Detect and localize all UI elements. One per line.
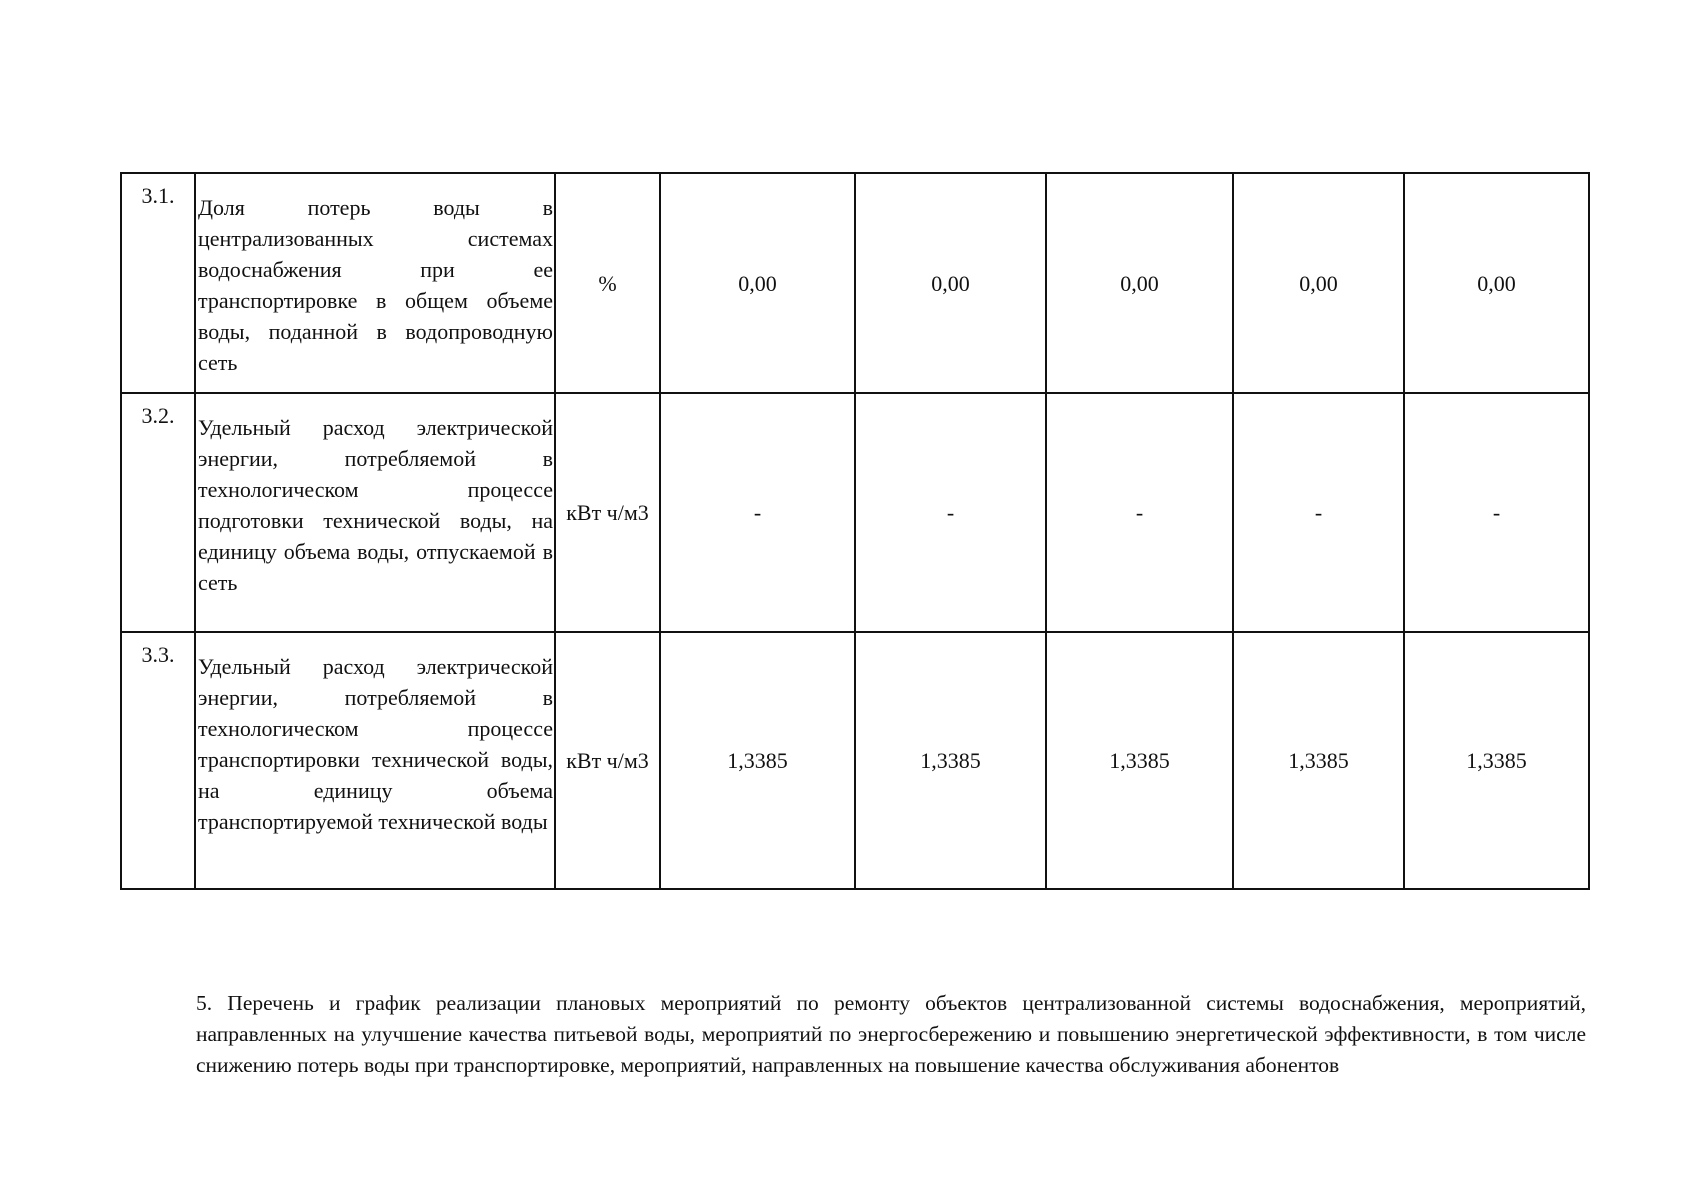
indicator-name: Доля потерь воды в централизованных системах водоснабжения при ее транспортировке в общем объеме воды, поданной в водопроводную сеть xyxy=(195,173,555,393)
table-row xyxy=(121,632,1589,889)
unit-cell: кВт ч/м3 xyxy=(555,393,660,632)
table-row xyxy=(121,393,1589,632)
value-cell: - xyxy=(1046,393,1233,632)
value-cell: 1,3385 xyxy=(1233,632,1404,889)
value-cell: 0,00 xyxy=(1046,173,1233,393)
value-cell: 0,00 xyxy=(855,173,1046,393)
row-number: 3.2. xyxy=(121,393,195,632)
table-row xyxy=(121,173,1589,393)
value-cell: 1,3385 xyxy=(1404,632,1589,889)
section-heading: 5. Перечень и график реализации плановых мероприятий по ремонту объектов централизованной системы водоснабжения, мероприятий, направленных на улучшение качества питьевой воды, мероприятий по энергосбережению и повышению энергетической эффективности, в том числе снижению потерь воды при транспортировке, мероприятий, направленных на повышение качества обслуживания абонентов xyxy=(196,991,1586,1077)
indicator-name: Удельный расход электрической энергии, потребляемой в технологическом процессе транспортировки технической воды, на единицу объема транспортируемой технической воды xyxy=(195,632,555,889)
value-cell: 1,3385 xyxy=(660,632,855,889)
value-cell: 1,3385 xyxy=(1046,632,1233,889)
value-cell: - xyxy=(1233,393,1404,632)
value-cell: - xyxy=(1404,393,1589,632)
value-cell: 0,00 xyxy=(1404,173,1589,393)
unit-cell: % xyxy=(555,173,660,393)
indicator-name: Удельный расход электрической энергии, потребляемой в технологическом процессе подготовки технической воды, на единицу объема воды, отпускаемой в сеть xyxy=(195,393,555,632)
value-cell: 0,00 xyxy=(660,173,855,393)
value-cell: - xyxy=(855,393,1046,632)
value-cell: - xyxy=(660,393,855,632)
unit-cell: кВт ч/м3 xyxy=(555,632,660,889)
indicators-table xyxy=(120,172,1590,890)
row-number: 3.1. xyxy=(121,173,195,393)
row-number: 3.3. xyxy=(121,632,195,889)
value-cell: 0,00 xyxy=(1233,173,1404,393)
value-cell: 1,3385 xyxy=(855,632,1046,889)
